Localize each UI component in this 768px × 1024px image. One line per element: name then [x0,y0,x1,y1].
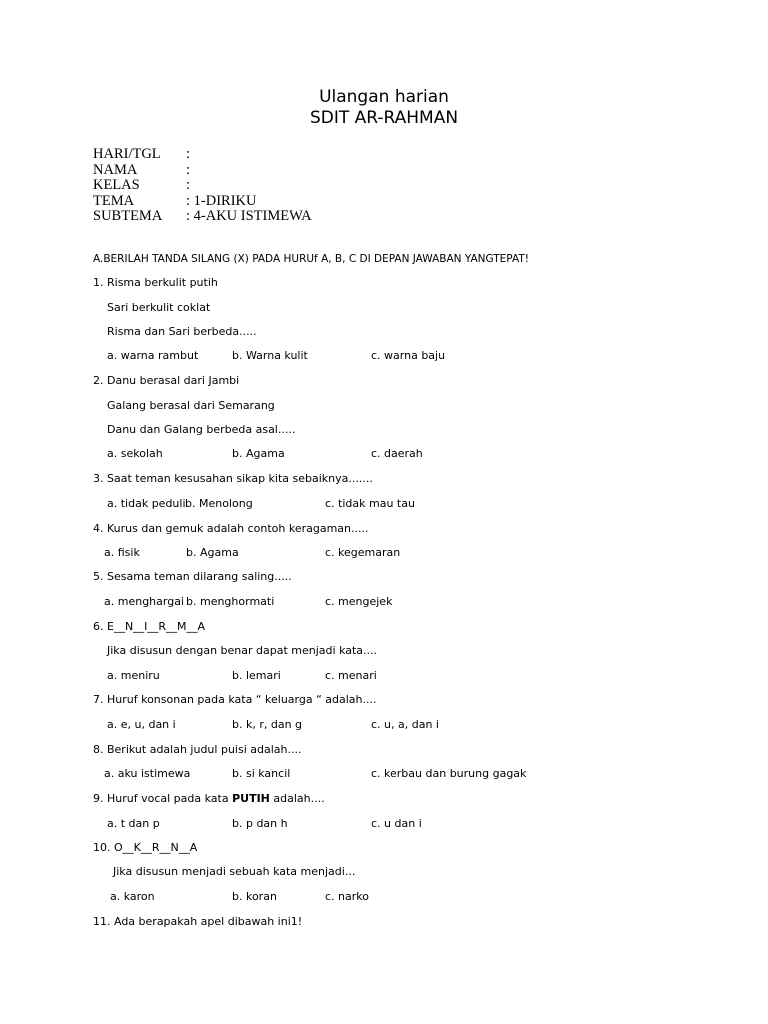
question-2-text: 2. Danu berasal dari Jambi [93,374,240,387]
instruction-text: A.BERILAH TANDA SILANG (X) PADA HURUf A, B, C DI DEPAN JAWABAN YANGTEPAT! [93,253,529,265]
question-7-option-c: c. u, a, dan i [371,718,439,731]
question-7-text: 7. Huruf konsonan pada kata “ keluarga “ adalah.... [93,693,377,706]
question-8-option-b: b. si kancil [232,767,291,780]
question-4-option-c: c. kegemaran [325,546,401,559]
info-value: : [186,161,191,178]
info-value: : 4-AKU ISTIMEWA [186,208,312,224]
info-label: KELAS [93,177,140,193]
question-9-option-c: c. u dan i [371,817,422,830]
info-value: : [186,146,191,162]
question-5-option-b: b. menghormati [186,595,275,608]
school-name: SDIT AR-RAHMAN [309,108,459,128]
question-2-option-a: a. sekolah [107,447,163,460]
question-10-text: 10. O__K__R__N__A [93,841,198,854]
question-9-option-b: b. p dan h [232,817,288,830]
question-6-text: 6. E__N__I__R__M__A [93,620,206,633]
question-1-text: 1. Risma berkulit putih [93,276,218,289]
question-5-option-c: c. mengejek [325,595,393,608]
question-5-text: 5. Sesama teman dilarang saling..... [93,570,292,583]
question-8-option-a: a. aku istimewa [104,767,191,780]
question-5-option-a: a. menghargai [104,595,184,608]
info-value: : [186,177,191,193]
question-2-line-2: Galang berasal dari Semarang [107,399,275,412]
question-3-option-a: a. tidak peduli [107,497,186,510]
question-9-keyword: PUTIH [232,792,270,805]
question-6-option-b: b. lemari [232,669,281,682]
question-9-suffix: adalah.... [269,792,325,805]
question-3-option-c: c. tidak mau tau [325,497,415,510]
question-1-line-3: Risma dan Sari berbeda..... [107,325,257,338]
question-3-option-b: b. Menolong [185,497,253,510]
question-6-option-a: a. meniru [107,669,160,682]
question-9-option-a: a. t dan p [107,817,160,830]
page-title: Ulangan harian [319,87,449,107]
question-1-option-a: a. warna rambut [107,349,199,362]
question-1-option-c: c. warna baju [371,349,446,362]
question-4-option-a: a. fisik [104,546,140,559]
info-label: HARI/TGL [93,146,161,162]
question-9-prefix: 9. Huruf vocal pada kata [93,792,233,805]
question-1-line-2: Sari berkulit coklat [107,301,211,314]
question-2-option-c: c. daerah [371,447,423,460]
question-10-option-a: a. karon [110,890,155,903]
question-11-text: 11. Ada berapakah apel dibawah ini1! [93,915,303,928]
info-value: : 1-DIRIKU [186,192,257,209]
question-10-option-b: b. koran [232,890,277,903]
question-4-option-b: b. Agama [186,546,239,559]
question-10-line-2: Jika disusun menjadi sebuah kata menjadi... [113,865,356,878]
question-9-text [93,792,325,806]
question-1-option-b: b. Warna kulit [232,349,308,362]
question-7-option-b: b. k, r, dan g [232,718,303,731]
question-4-text: 4. Kurus dan gemuk adalah contoh keragaman..... [93,522,369,535]
question-6-line-2: Jika disusun dengan benar dapat menjadi kata.... [107,644,378,657]
question-3-text: 3. Saat teman kesusahan sikap kita sebaiknya....... [93,472,373,485]
question-2-option-b: b. Agama [232,447,285,460]
info-label: TEMA [93,192,135,209]
question-6-option-c: c. menari [325,669,377,682]
question-10-option-c: c. narko [325,890,369,903]
question-8-option-c: c. kerbau dan burung gagak [371,767,527,780]
question-2-line-3: Danu dan Galang berbeda asal..... [107,423,296,436]
question-7-option-a: a. e, u, dan i [107,718,176,731]
info-label: NAMA [93,161,138,178]
info-label: SUBTEMA [93,208,163,224]
question-8-text: 8. Berikut adalah judul puisi adalah.... [93,743,302,756]
